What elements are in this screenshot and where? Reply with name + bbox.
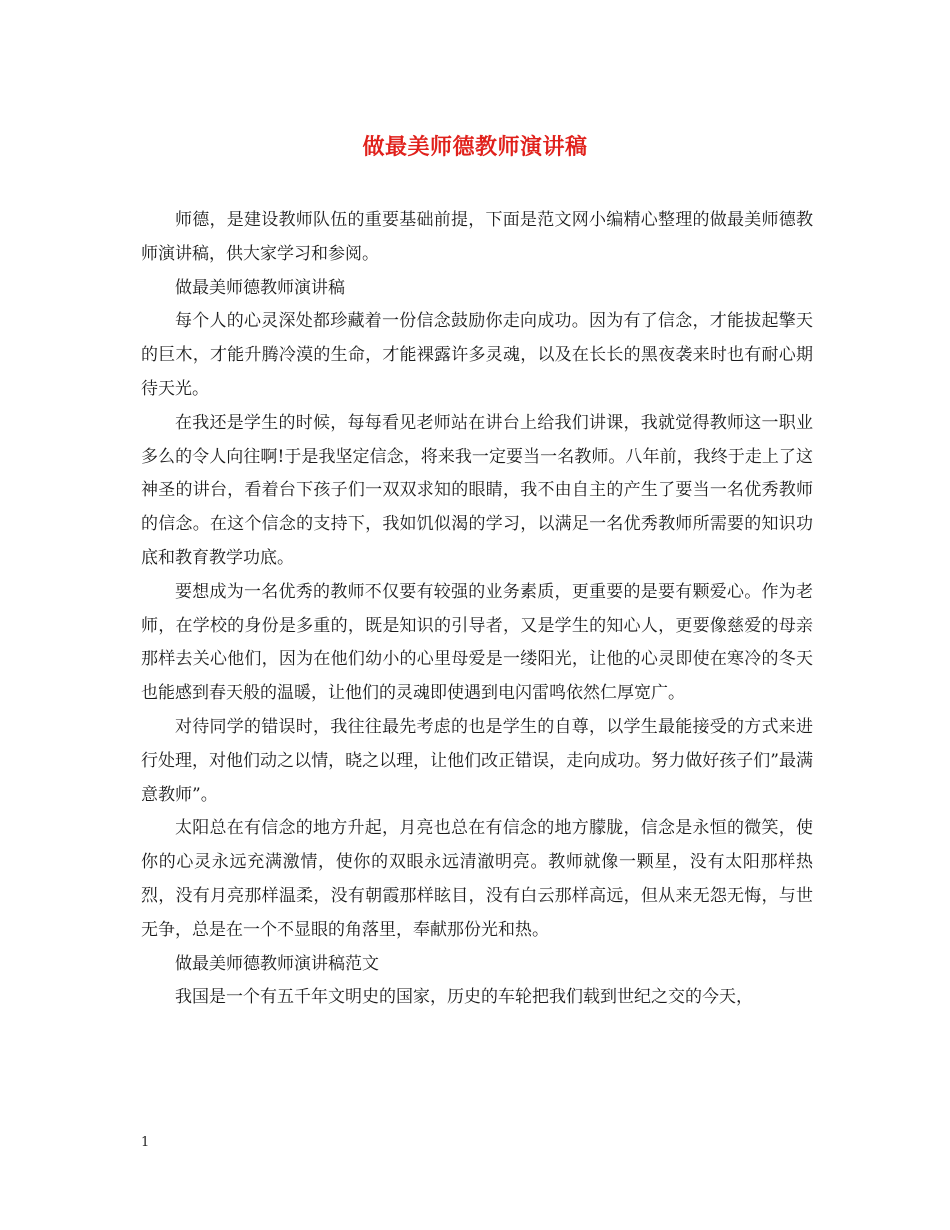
page-title: 做最美师德教师演讲稿 [362, 134, 588, 160]
page-number: 1 [141, 1135, 150, 1150]
paragraph: 我国是一个有五千年文明史的国家，历史的车轮把我们载到世纪之交的今天， [175, 987, 753, 1008]
paragraph: 对待同学的错误时，我往往最先考虑的也是学生的自尊，以学生最能接受的方式来进行处理，对他们动之以情，晓之以理，让他们改正错误，走向成功。努力做好孩子们”最满意教师”。 [141, 716, 813, 805]
document-body [141, 204, 813, 1015]
paragraph: 太阳总在有信念的地方升起，月亮也总在有信念的地方朦胧，信念是永恒的微笑，使你的心灵永远充满激情，使你的双眼永远清澈明亮。教师就像一颗星，没有太阳那样热烈，没有月亮那样温柔，没有朝霞那样眩目，没有白云那样高远，但从来无怨无悔，与世无争，总是在一个不显眼的角落里，奉献那份光和热。 [141, 818, 813, 940]
paragraph: 在我还是学生的时候，每每看见老师站在讲台上给我们讲课，我就觉得教师这一职业多么的令人向往啊!于是我坚定信念，将来我一定要当一名教师。八年前，我终于走上了这神圣的讲台，看着台下孩子们一双双求知的眼睛，我不由自主的产生了要当一名优秀教师的信念。在这个信念的支持下，我如饥似渴的学习，以满足一名优秀教师所需要的知识功底和教育教学功底。 [141, 412, 813, 568]
section-heading: 做最美师德教师演讲稿范文 [175, 953, 379, 974]
section-heading: 做最美师德教师演讲稿 [175, 277, 345, 298]
paragraph: 要想成为一名优秀的教师不仅要有较强的业务素质，更重要的是要有颗爱心。作为老师，在学校的身份是多重的，既是知识的引导者，又是学生的知心人，更要像慈爱的母亲那样去关心他们，因为在他们幼小的心里母爱是一缕阳光，让他的心灵即使在寒冷的冬天也能感到春天般的温暖，让他们的灵魂即使遇到电闪雷鸣依然仁厚宽广。 [141, 581, 813, 704]
paragraph: 每个人的心灵深处都珍藏着一份信念鼓励你走向成功。因为有了信念，才能拔起擎天的巨木，才能升腾冷漠的生命，才能裸露许多灵魂，以及在长长的黑夜袭来时也有耐心期待天光。 [141, 311, 813, 399]
paragraph: 师德，是建设教师队伍的重要基础前提，下面是范文网小编精心整理的做最美师德教师演讲稿，供大家学习和参阅。 [141, 210, 813, 264]
